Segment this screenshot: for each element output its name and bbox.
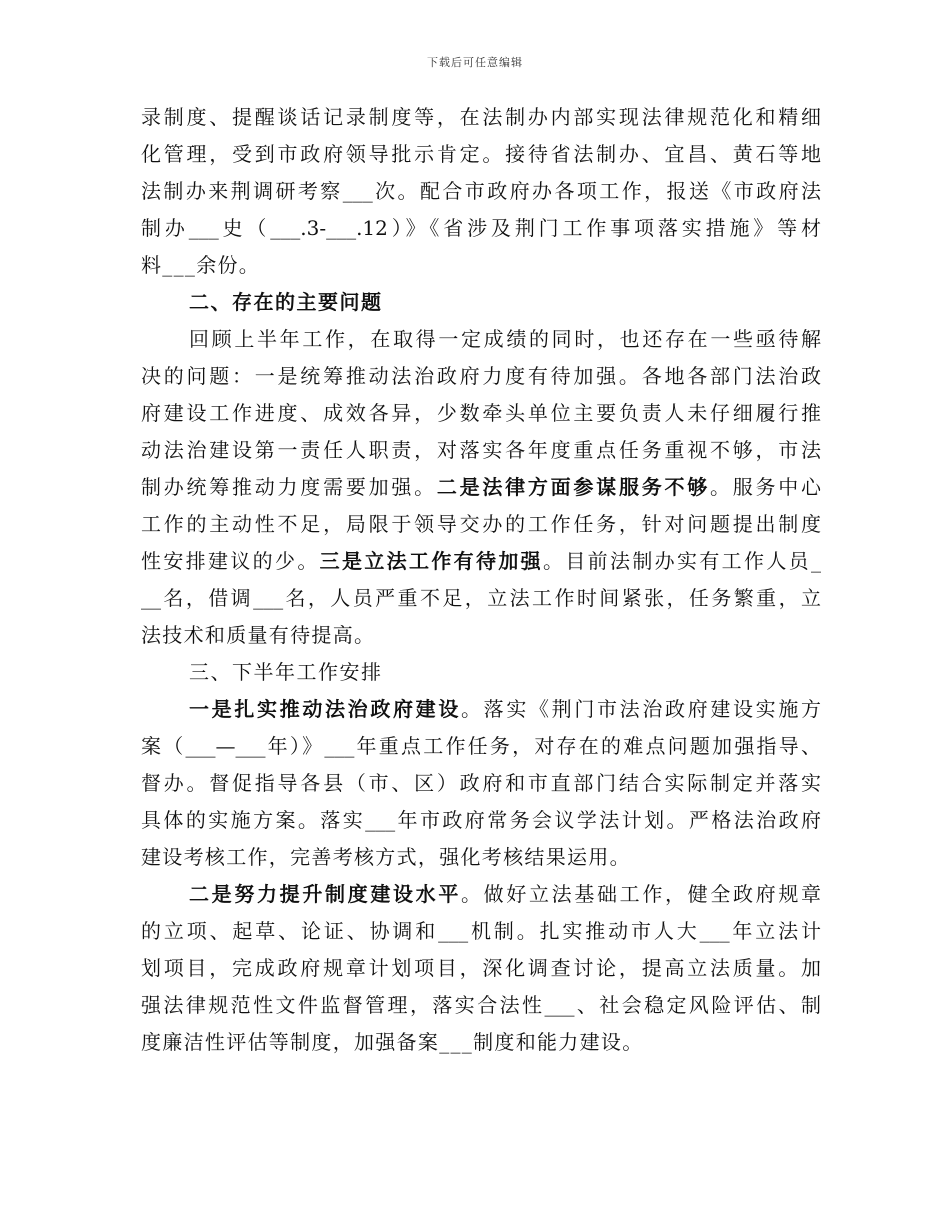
bold-run: 二是努力提升制度建设水平 [189,882,461,906]
text-line: 动法治建设第一责任人职责，对落实各年度重点任务重视不够，市法 [141,438,821,462]
text-line: 度廉洁性评估等制度，加强备案___制度和能力建设。 [141,1030,644,1054]
text-line: 具体的实施方案。落实___年市政府常务会议学法计划。严格法治政府 [141,808,821,832]
text-line [141,691,821,728]
text-line: 府建设工作进度、成效各异，少数牵头单位主要负责人未仔细履行推 [141,401,821,425]
text-line: 制办___史（___.3-___.12）》《省涉及荆门工作事项落实措施》等材 [141,216,821,240]
text-line: __名，借调___名，人员严重不足，立法工作时间紧张，任务繁重，立 [141,586,821,610]
text-line: 案（___—___年）》___年重点工作任务，对存在的难点问题加强指导、 [141,734,821,758]
text-line: 的立项、起草、论证、协调和___机制。扎实推动市人大___年立法计 [141,919,821,943]
text-line: 料___余份。 [141,253,261,277]
paragraph-plan-2 [141,876,821,1061]
bold-run: 三是立法工作有待加强 [319,549,544,573]
text-run: 制办统筹推动力度需要加强。 [141,475,437,499]
text-line [141,469,821,506]
text-line: 督办。督促指导各县（市、区）政府和市直部门结合实际制定并落实 [141,771,821,795]
paragraph-problems [141,321,821,654]
document-body [141,99,821,1061]
text-run: 。落实《荆门市法治政府建设实施方 [461,697,821,721]
paragraph-plan-1 [141,691,821,876]
text-run: 性安排建议的少。 [141,549,320,573]
section-heading-plan: 三、下半年工作安排 [189,660,383,684]
text-line [141,543,821,580]
text-line: 划项目，完成政府规章计划项目，深化调查讨论，提高立法质量。加 [141,956,821,980]
paragraph-continued [141,99,821,284]
bold-run: 一是扎实推动法治政府建设 [189,697,461,721]
text-line: 工作的主动性不足，局限于领导交办的工作任务，针对问题提出制度 [141,512,821,536]
text-line: 化管理，受到市政府领导批示肯定。接待省法制办、宜昌、黄石等地 [141,142,821,166]
text-line: 录制度、提醒谈话记录制度等，在法制办内部实现法律规范化和精细 [141,105,821,129]
text-run: 。做好立法基础工作，健全政府规章 [461,882,821,906]
bold-run: 二是法律方面参谋服务不够 [436,475,710,499]
text-line: 法制办来荆调研考察___次。配合市政府办各项工作，报送《市政府法 [141,179,821,203]
text-line: 建设考核工作，完善考核方式，强化考核结果运用。 [141,845,631,869]
section-heading-problems: 二、存在的主要问题 [189,290,383,314]
text-line: 决的问题：一是统筹推动法治政府力度有待加强。各地各部门法治政 [141,364,821,388]
text-line: 法技术和质量有待提高。 [141,623,376,647]
text-line [141,876,821,913]
text-line: 强法律规范性文件监督管理，落实合法性___、社会稳定风险评估、制 [141,993,821,1017]
page-header: 下载后可任意编辑 [427,56,523,69]
text-run: 。目前法制办实有工作人员_ [543,549,821,573]
text-line: 回顾上半年工作，在取得一定成绩的同时，也还存在一些亟待解 [189,327,821,351]
text-run: 。服务中心 [709,475,821,499]
